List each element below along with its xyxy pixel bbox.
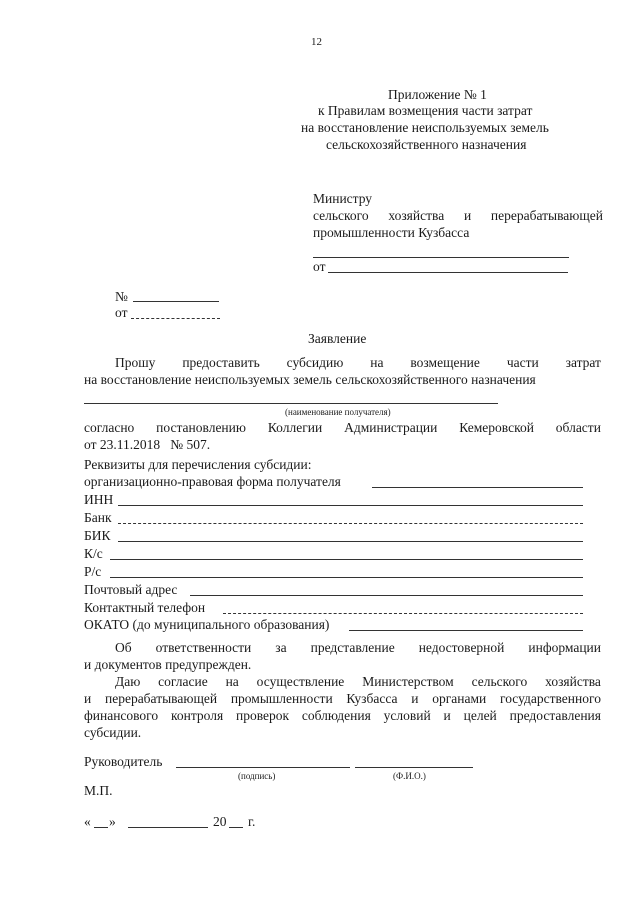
consent-line-4: субсидии.	[84, 725, 142, 740]
field-corr-account[interactable]	[110, 559, 583, 560]
field-label-okato: ОКАТО (до муниципального образования)	[84, 617, 330, 632]
addressee-line-1: Министру	[313, 191, 373, 206]
addressee-line-2: сельского хозяйства и перерабатывающей	[313, 208, 603, 223]
date-month-field[interactable]	[128, 827, 208, 828]
field-bik[interactable]	[118, 541, 583, 542]
name-caption: (Ф.И.О.)	[393, 771, 426, 781]
consent-line-1: Даю согласие на осуществление Министерством сельского хозяйства	[115, 674, 601, 689]
signature-caption: (подпись)	[238, 771, 276, 781]
ref-date-label: от	[115, 305, 128, 320]
appendix-title: Приложение № 1	[388, 87, 487, 102]
responsibility-line-1: Об ответственности за представление недостоверной информации	[115, 640, 601, 655]
page-number: 12	[311, 36, 322, 48]
ref-number-field[interactable]	[133, 301, 219, 302]
ref-number-label: №	[115, 289, 128, 304]
field-postal-address[interactable]	[190, 595, 583, 596]
document-title: Заявление	[308, 331, 367, 346]
field-label-corr-account: К/с	[84, 546, 103, 561]
date-year-prefix: 20	[213, 814, 227, 829]
consent-line-3: финансового контроля проверок соблюдения условий и целей предоставления	[84, 708, 601, 723]
requisites-heading: Реквизиты для перечисления субсидии:	[84, 457, 312, 472]
field-label-postal-address: Почтовый адрес	[84, 582, 178, 597]
field-label-account: Р/с	[84, 564, 102, 579]
signature-field[interactable]	[176, 767, 350, 768]
field-legal-form[interactable]	[372, 487, 583, 488]
field-account[interactable]	[110, 577, 583, 578]
request-line-1: Прошу предоставить субсидию на возмещение части затрат	[115, 355, 601, 370]
field-bank[interactable]	[118, 523, 583, 524]
field-label-bik: БИК	[84, 528, 111, 543]
recipient-caption: (наименование получателя)	[285, 407, 391, 417]
field-label-bank: Банк	[84, 510, 112, 525]
ref-date-field[interactable]	[131, 318, 220, 319]
request-line-2: на восстановление неиспользуемых земель сельскохозяйственного назначения	[84, 372, 536, 387]
appendix-line-3: на восстановление неиспользуемых земель	[301, 120, 549, 135]
recipient-name-field[interactable]	[84, 403, 498, 404]
date-year-suffix: г.	[248, 814, 256, 829]
field-okato[interactable]	[349, 630, 583, 631]
request-line-3: согласно постановлению Коллегии Администрации Кемеровской области	[84, 420, 601, 435]
addressee-line-3: промышленности Кузбасса	[313, 225, 470, 240]
field-inn[interactable]	[118, 505, 583, 506]
from-field[interactable]	[328, 272, 568, 273]
date-quote-open: «	[84, 814, 91, 829]
appendix-line-4: сельскохозяйственного назначения	[326, 137, 527, 152]
date-quote-close: »	[109, 814, 116, 829]
addressee-blank-line[interactable]	[313, 257, 569, 258]
name-field[interactable]	[355, 767, 473, 768]
field-label-inn: ИНН	[84, 492, 114, 507]
stamp-label: М.П.	[84, 783, 113, 798]
date-day-field[interactable]	[94, 827, 108, 828]
consent-line-2: и перерабатывающей промышленности Кузбасса и органами государственного	[84, 691, 601, 706]
date-year-field[interactable]	[229, 827, 243, 828]
field-phone[interactable]	[223, 613, 583, 614]
from-label: от	[313, 259, 326, 274]
responsibility-line-2: и документов предупрежден.	[84, 657, 252, 672]
appendix-line-2: к Правилам возмещения части затрат	[318, 103, 533, 118]
head-label: Руководитель	[84, 754, 163, 769]
field-label-legal-form: организационно-правовая форма получателя	[84, 474, 341, 489]
request-line-4: от 23.11.2018 № 507.	[84, 437, 211, 452]
field-label-phone: Контактный телефон	[84, 600, 206, 615]
